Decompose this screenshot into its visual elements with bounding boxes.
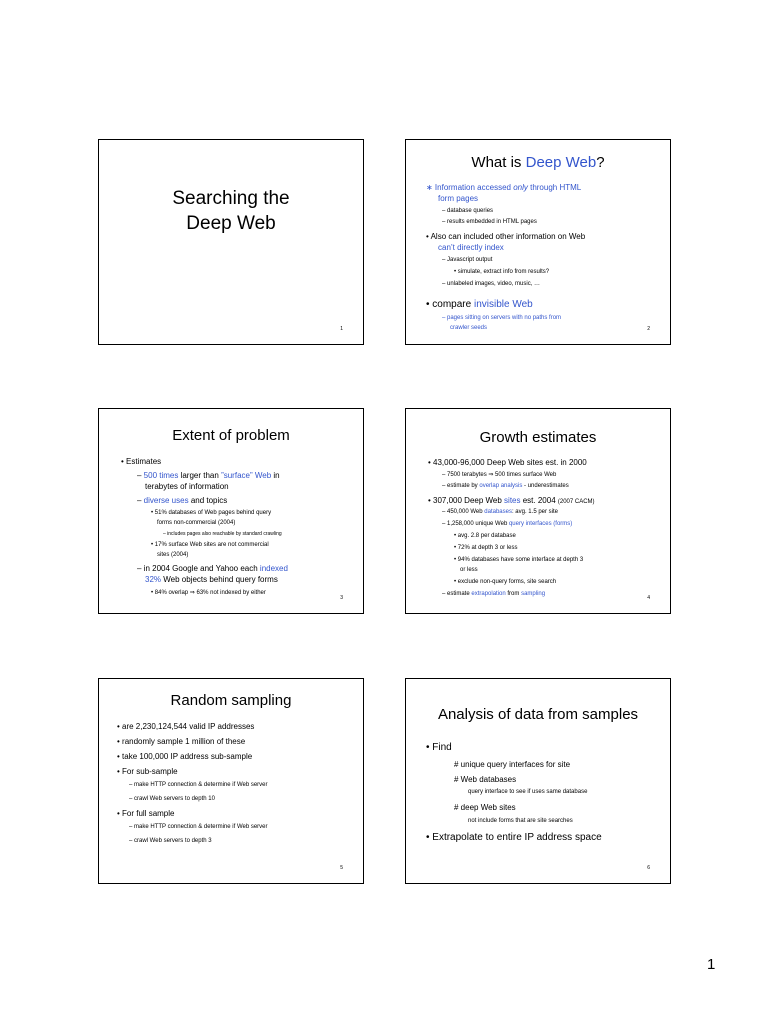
sub-item: # unique query interfaces for site: [454, 760, 571, 769]
slide-1: [98, 139, 364, 345]
slide-2: [405, 139, 671, 345]
sub-sub-bullet: • 72% at depth 3 or less: [454, 545, 518, 551]
bullet: • Find: [426, 742, 452, 753]
page-number: 1: [707, 956, 716, 973]
slide-title: Analysis of data from samples: [437, 706, 639, 723]
slide-title: Growth estimates: [479, 429, 597, 446]
sub-bullet: – make HTTP connection & determine if Web server: [129, 824, 268, 830]
slide-number: 6: [647, 865, 650, 871]
bullet: • Also can included other information on Web: [426, 232, 586, 241]
slide-5: [98, 678, 364, 884]
slide-title: What is Deep Web?: [471, 154, 605, 171]
slide-number: 4: [647, 595, 650, 601]
sub-sub-bullet: • exclude non-query forms, site search: [454, 579, 557, 585]
sub-bullet: – crawl Web servers to depth 10: [129, 796, 215, 802]
slide-title: [99, 186, 363, 236]
sub-sub-bullet: • simulate, extract info from results?: [454, 269, 550, 275]
sub-bullet: – database queries: [442, 208, 494, 214]
bullet: ∗ Information accessed only through HTML: [426, 183, 582, 192]
sub-bullet: – unlabeled images, video, music, …: [442, 281, 541, 287]
sub-bullet: – 7500 terabytes ⇒ 500 times surface Web: [442, 472, 557, 478]
sub-sub-bullet: • 94% databases have some interface at depth 3: [454, 557, 584, 563]
bullet: • 307,000 Deep Web sites est. 2004 (2007 CACM): [428, 496, 595, 505]
sub-sub-bullet: • 17% surface Web sites are not commercial: [151, 542, 269, 548]
slide-number: 3: [340, 595, 343, 601]
slide-title: Random sampling: [170, 692, 292, 709]
slide-6: [405, 678, 671, 884]
note: – includes pages also reachable by standard crawling: [163, 531, 282, 537]
bullet: • compare invisible Web: [426, 299, 533, 310]
sub-bullet: – 450,000 Web databases: avg. 1.5 per site: [442, 509, 558, 515]
sub-bullet: – results embedded in HTML pages: [442, 219, 537, 225]
bullet-cont: form pages: [438, 194, 479, 203]
sub-bullet: – estimate by overlap analysis - underestimates: [442, 483, 569, 489]
sub-bullet-cont: crawler seeds: [450, 325, 488, 331]
sub-bullet-cont: 32% Web objects behind query forms: [145, 575, 278, 584]
sub-item-note: not include forms that are site searches: [468, 818, 573, 824]
sub-sub-bullet-cont: forms non-commercial (2004): [157, 520, 236, 526]
sub-item-note: query interface to see if uses same database: [468, 789, 588, 795]
bullet: • For sub-sample: [117, 767, 178, 776]
slide-title: Extent of problem: [172, 427, 290, 444]
title-line-1: Searching the: [172, 188, 290, 209]
sub-bullet: – diverse uses and topics: [137, 496, 228, 505]
sub-item: # Web databases: [454, 775, 517, 784]
sub-sub-bullet: • 84% overlap ⇒ 63% not indexed by either: [151, 590, 266, 596]
bullet: • are 2,230,124,544 valid IP addresses: [117, 722, 255, 731]
sub-bullet: – 500 times larger than ”surface” Web in: [137, 471, 280, 480]
sub-bullet: – make HTTP connection & determine if Web server: [129, 782, 268, 788]
slide-number: 2: [647, 326, 650, 332]
bullet: • Extrapolate to entire IP address space: [426, 832, 602, 843]
sub-sub-bullet-cont: or less: [460, 567, 478, 573]
sub-bullet: – Javascript output: [442, 257, 493, 263]
sub-sub-bullet-cont: sites (2004): [157, 552, 189, 558]
sub-bullet: – 1,258,000 unique Web query interfaces (forms): [442, 521, 573, 527]
slide-number: 1: [340, 326, 343, 332]
sub-sub-bullet: • avg. 2.8 per database: [454, 533, 516, 539]
sub-sub-bullet: • 51% databases of Web pages behind query: [151, 510, 272, 516]
title-line-2: Deep Web: [186, 213, 276, 234]
sub-bullet: – estimate extrapolation from sampling: [442, 591, 546, 597]
bullet-cont: can’t directly index: [438, 243, 504, 252]
bullet: • randomly sample 1 million of these: [117, 737, 246, 746]
sub-item: # deep Web sites: [454, 803, 516, 812]
bullet: • For full sample: [117, 809, 175, 818]
sub-bullet: – in 2004 Google and Yahoo each indexed: [137, 564, 288, 573]
bullet: • Estimates: [121, 457, 162, 466]
sub-bullet: – crawl Web servers to depth 3: [129, 838, 212, 844]
sub-bullet: – pages sitting on servers with no paths from: [442, 315, 562, 321]
slide-4: [405, 408, 671, 614]
sub-bullet-cont: terabytes of information: [145, 482, 229, 491]
bullet: • 43,000-96,000 Deep Web sites est. in 2000: [428, 458, 587, 467]
bullet: • take 100,000 IP address sub-sample: [117, 752, 253, 761]
slide-number: 5: [340, 865, 343, 871]
slide-3: [98, 408, 364, 614]
